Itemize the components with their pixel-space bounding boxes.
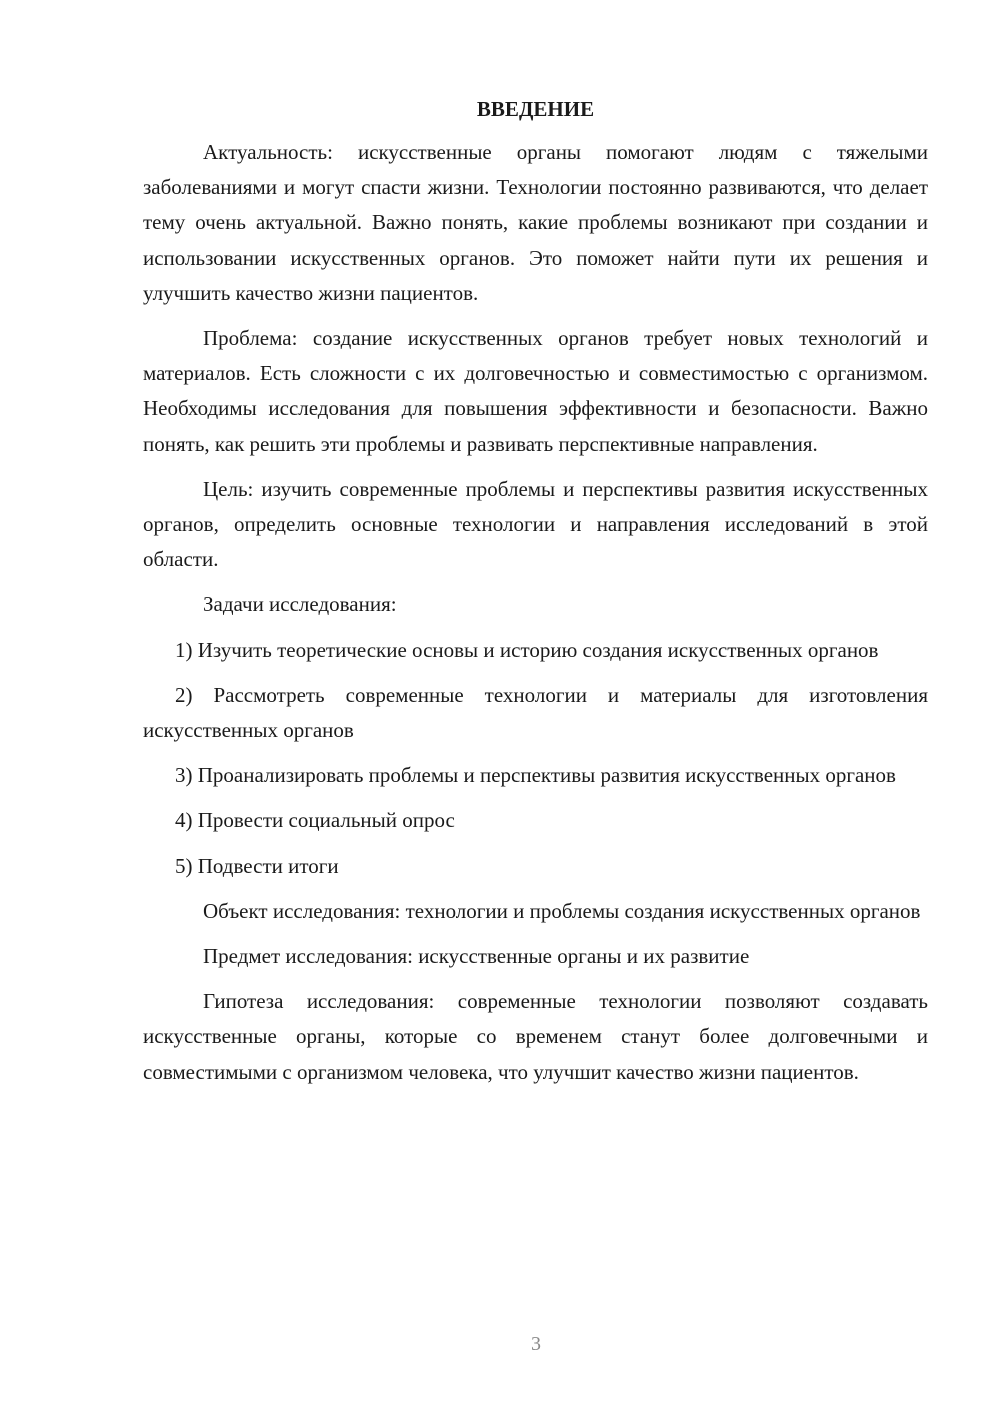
subject-paragraph: Предмет исследования: искусственные органы и их развитие: [203, 944, 750, 969]
task-item-5: 5) Подвести итоги: [175, 853, 339, 878]
task-item-3: 3) Проанализировать проблемы и перспективы развития искусственных органов: [175, 763, 896, 788]
document-page: [143, 92, 928, 1100]
problem-paragraph: Проблема: создание искусственных органов требует новых технологий и материалов. Есть сложности с их долговечностью и совместимостью с организмом. Необходимы исследования для повышения эффективности и безопасности. Важно понять, как решить эти проблемы и развивать перспективные направления.: [143, 326, 928, 456]
hypothesis-paragraph: Гипотеза исследования: современные технологии позволяют создавать искусственные органы, которые со временем станут более долговечными и совместимыми с организмом человека, что улучшит качество жизни пациентов.: [143, 989, 928, 1084]
page-number: 3: [531, 1333, 541, 1355]
object-paragraph: Объект исследования: технологии и проблемы создания искусственных органов: [203, 898, 921, 923]
relevance-paragraph: Актуальность: искусственные органы помогают людям с тяжелыми заболеваниями и могут спасти жизни. Технологии постоянно развиваются, что делает тему очень актуальной. Важно понять, какие проблемы возникают при создании и использовании искусственных органов. Это поможет найти пути их решения и улучшить качество жизни пациентов.: [143, 140, 928, 305]
tasks-title: Задачи исследования:: [203, 592, 397, 617]
task-item-4: 4) Провести социальный опрос: [175, 808, 455, 833]
goal-paragraph: Цель: изучить современные проблемы и перспективы развития искусственных органов, определить основные технологии и направления исследований в этой области.: [143, 476, 928, 572]
task-item-1: 1) Изучить теоретические основы и историю создания искусственных органов: [175, 637, 879, 662]
task-item-2: 2) Рассмотреть современные технологии и материалы для изготовления искусственных органов: [143, 682, 928, 743]
section-heading: ВВЕДЕНИЕ: [476, 97, 595, 121]
